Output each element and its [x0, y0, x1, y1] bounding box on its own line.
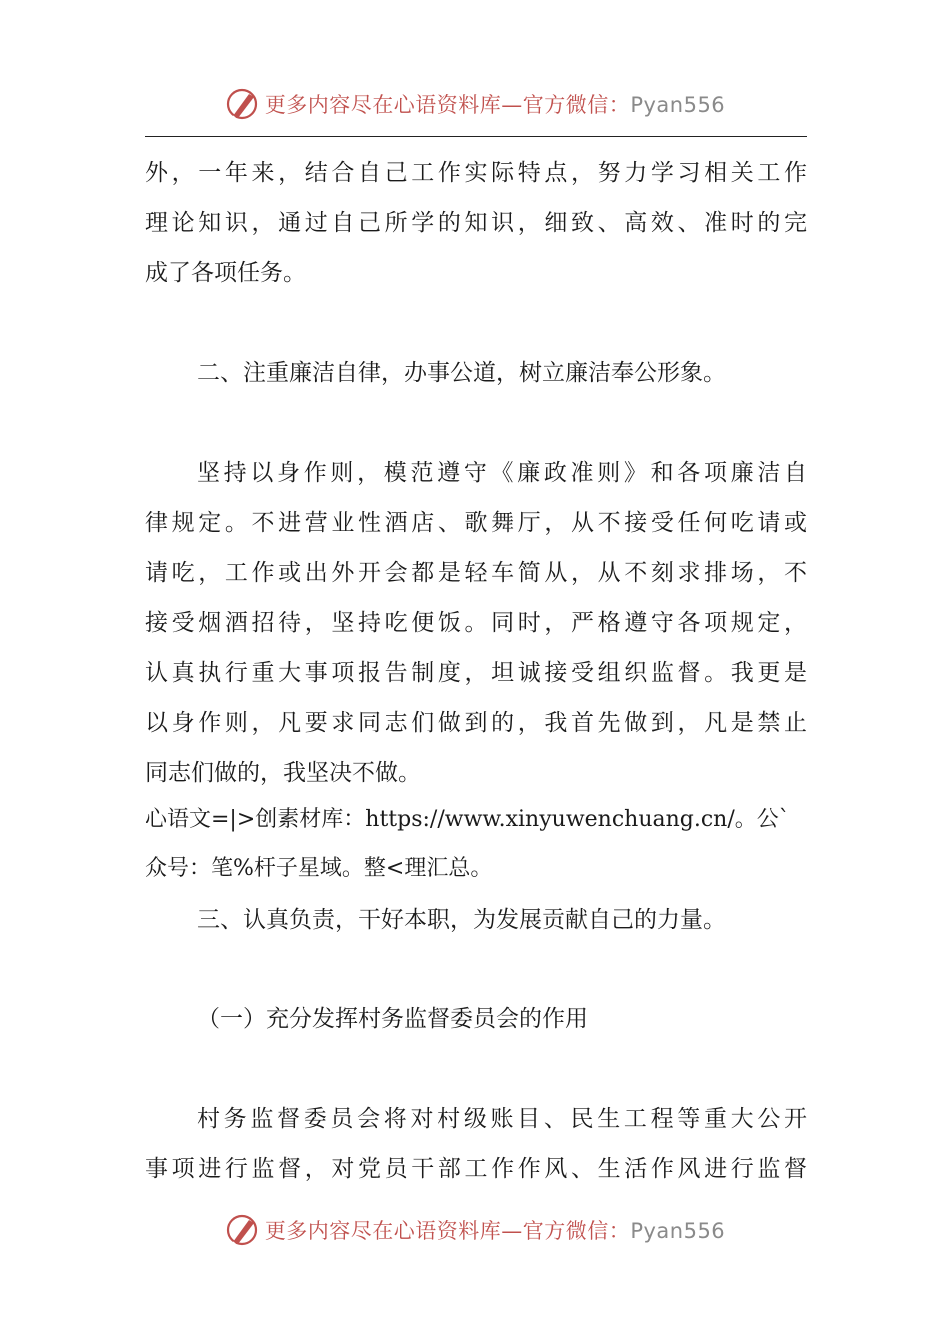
- text-line: 理论知识，通过自己所学的知识，细致、高效、准时的完: [145, 210, 807, 236]
- text-line: 事项进行监督，对党员干部工作作风、生活作风进行监督: [145, 1156, 807, 1182]
- banner-text: 更多内容尽在心语资料库—官方微信：Pyan556: [264, 93, 726, 117]
- text-line: 以身作则，凡要求同志们做到的，我首先做到，凡是禁止: [145, 710, 807, 736]
- text-line: 坚持以身作则，模范遵守《廉政准则》和各项廉洁自: [197, 460, 807, 486]
- source-notice-line: 心语文=|>创素材库：https://www.xinyuwenchuang.cn/。公`: [145, 807, 790, 832]
- pen-in-circle-icon: [225, 86, 261, 122]
- section-heading-2: 二、注重廉洁自律，办事公道，树立廉洁奉公形象。: [197, 360, 726, 386]
- footer-banner: [0, 1210, 950, 1250]
- text-line: 接受烟酒招待，坚持吃便饭。同时，严格遵守各项规定，: [145, 610, 807, 636]
- text-line: 成了各项任务。: [145, 260, 306, 286]
- source-notice-line: 众号：笔%杆子星域。整<理汇总。: [145, 856, 493, 881]
- subsection-heading: （一）充分发挥村务监督委员会的作用: [197, 1006, 588, 1032]
- section-heading-3: 三、认真负责，干好本职，为发展贡献自己的力量。: [197, 907, 726, 933]
- wechat-id: Pyan556: [630, 1219, 726, 1243]
- text-line: 律规定。不进营业性酒店、歌舞厅，从不接受任何吃请或: [145, 510, 807, 536]
- text-line: 请吃，工作或出外开会都是轻车简从，从不刻求排场，不: [145, 560, 807, 586]
- banner-text: 更多内容尽在心语资料库—官方微信：Pyan556: [264, 1219, 726, 1243]
- text-line: 村务监督委员会将对村级账目、民生工程等重大公开: [197, 1106, 807, 1132]
- pen-in-circle-icon: [225, 1212, 261, 1248]
- text-line: 认真执行重大事项报告制度，坦诚接受组织监督。我更是: [145, 660, 807, 686]
- text-line: 同志们做的，我坚决不做。: [145, 760, 421, 786]
- header-banner: [0, 84, 950, 124]
- wechat-id: Pyan556: [630, 93, 726, 117]
- text-line: 外，一年来，结合自己工作实际特点，努力学习相关工作: [145, 160, 807, 186]
- header-divider: [145, 136, 807, 137]
